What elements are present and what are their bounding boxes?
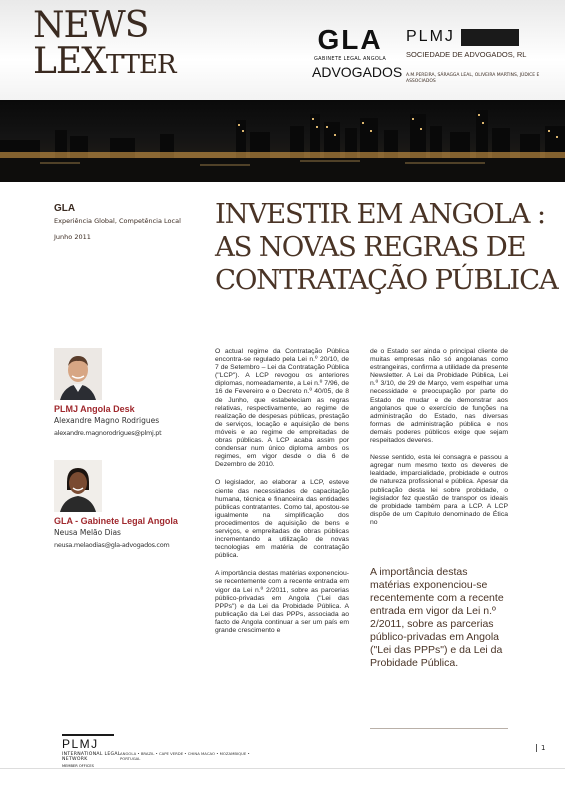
contact-gla bbox=[54, 460, 204, 549]
body-column-2 bbox=[370, 348, 508, 537]
contact-role: GLA - Gabinete Legal Angola bbox=[54, 516, 178, 526]
headline-line-3: CONTRATAÇÃO PÚBLICA bbox=[215, 264, 558, 296]
plmj-partners: A.M.PEREIRA, SÁRAGGA LEAL, OLIVEIRA MARTINS, JÚDICE E ASSOCIADOS bbox=[406, 73, 540, 84]
gla-subtitle: GABINETE LEGAL ANGOLA bbox=[313, 56, 387, 62]
gla-advogados: ADVOGADOS bbox=[312, 64, 403, 80]
meta-tagline: Experiência Global, Competência Local bbox=[54, 217, 181, 225]
contact-role: PLMJ Angola Desk bbox=[54, 404, 135, 414]
title-line-2-b: TTER bbox=[105, 50, 176, 80]
footer-logo-bar bbox=[62, 734, 114, 736]
avatar-photo-icon bbox=[54, 460, 102, 512]
issue-meta bbox=[54, 203, 204, 241]
paragraph: de o Estado ser ainda o principal cliente de muitas empresas não só angolanas como estrangeiras, confirma a utilidade da presente Newsletter. A Lei da Probidade Pública, Lei n.º 3/10, de 29 de Março, vem espelhar uma necessidade e preocupação por parte do Estado de mudar e de demonstrar aos angolanos que o exercício de funções na administração do Estado, nas diversas formas de administração pública e nos demais poderes públicos exige que sejam respeitados deveres. bbox=[370, 348, 508, 445]
plmj-logo-bar bbox=[461, 29, 519, 46]
paragraph: Nesse sentido, esta lei consagra e passou a agregar num mesmo texto os deveres de lealdade, imparcialidade, probidade e outros de natureza profissional e pública. Apesar da publicação desta lei sobre probidade, o legislador fez questão de transpor os ideais de probidade também para a LCP. A LCP dispõe de um Capítulo denominado de Ética no bbox=[370, 454, 508, 526]
paragraph: O legislador, ao elaborar a LCP, esteve ciente das necessidades de capacitação humana, técnica e financeira das entidades públicas contratantes. Como tal, apostou-se igualmente na simplificação dos procedimentos de aquisição de bens e serviços, e empreitadas de obras públicas incrementando a utilização de novas tecnologias em matéria de contratação pública. bbox=[215, 479, 349, 560]
issue-date: Junho 2011 bbox=[54, 233, 91, 241]
gla-logo-block bbox=[312, 24, 403, 80]
title-line-2-a: LEX bbox=[33, 41, 106, 82]
contact-name: Neusa Melão Dias bbox=[54, 528, 121, 537]
title-line-1: NEWS bbox=[33, 5, 149, 46]
newsletter-title bbox=[33, 5, 176, 83]
gla-logo: GLA bbox=[317, 24, 383, 55]
title-line-2 bbox=[33, 41, 176, 83]
city-skyline-photo bbox=[0, 100, 565, 182]
meta-brand: GLA bbox=[54, 203, 76, 214]
avatar bbox=[54, 460, 102, 512]
pull-quote-divider bbox=[370, 728, 508, 729]
footer-divider bbox=[0, 768, 565, 769]
page-number: 1 bbox=[536, 744, 545, 752]
footer-logo-text: PLMJ bbox=[62, 737, 99, 751]
masthead bbox=[0, 0, 565, 100]
skyline-illustration bbox=[0, 100, 565, 182]
footer-countries: ANGOLA • BRAZIL • CAPE VERDE • CHINA MACAO • MOZAMBIQUE • PORTUGAL bbox=[120, 751, 250, 761]
headline-line-2: AS NOVAS REGRAS DE bbox=[215, 231, 526, 263]
footer-network: INTERNATIONAL LEGAL NETWORK bbox=[62, 752, 121, 762]
contact-email[interactable]: neusa.melaodias@gla-advogados.com bbox=[54, 541, 170, 549]
pull-quote: A importância destas matérias exponenciou-se recentemente com a recente entrada em vigor da Lei n.º 2/2011, sobre as parcerias público-privadas em Angola ("Lei das PPPs") e da Lei da Probidade Pública. bbox=[370, 566, 504, 669]
plmj-logo: PLMJ bbox=[406, 28, 455, 45]
contact-name: Alexandre Magno Rodrigues bbox=[54, 416, 160, 425]
footer-member: MEMBER OFFICES bbox=[62, 764, 94, 768]
avatar-photo-icon bbox=[54, 348, 102, 400]
contact-plmj bbox=[54, 348, 204, 437]
paragraph: O actual regime da Contratação Pública encontra-se regulado pela Lei n.º 20/10, de 7 de Setembro – Lei da Contratação Pública ("LCP"). A LCP revogou os anteriores diplomas, nomeadamente, a Lei n.º 7/96, de 16 de Fevereiro e o Decreto n.º 40/05, de 8 de Junho, que estabeleciam as regras relativas, respectivamente, ao regime de realização de despesas públicas, prestação de serviços, locação e aquisição de bens móveis e ao regime de empreitadas de obras públicas. A LCP acaba assim por condensar num único diploma ambos os regimes, em vigor desde o dia 6 de Dezembro de 2010. bbox=[215, 348, 349, 469]
avatar bbox=[54, 348, 102, 400]
plmj-logo-row bbox=[406, 28, 556, 46]
body-column-1 bbox=[215, 348, 349, 743]
plmj-logo-block bbox=[406, 28, 556, 84]
headline-line-1: INVESTIR EM ANGOLA : bbox=[215, 198, 545, 230]
contact-email[interactable]: alexandre.magnorodrigues@plmj.pt bbox=[54, 429, 162, 437]
plmj-subtitle: SOCIEDADE DE ADVOGADOS, RL bbox=[406, 50, 527, 59]
article-headline bbox=[215, 198, 558, 297]
footer-logo bbox=[62, 738, 122, 768]
paragraph: A importância destas matérias exponenciou-se recentemente com a recente entrada em vigor da Lei n.º 2/2011, sobre as parcerias público-privadas em Angola ("Lei das PPPs") e da Lei da Probidade Pública. A publicação da Lei das PPPs, associada ao facto de Angola continuar a ser um país em grande crescimento e bbox=[215, 570, 349, 634]
